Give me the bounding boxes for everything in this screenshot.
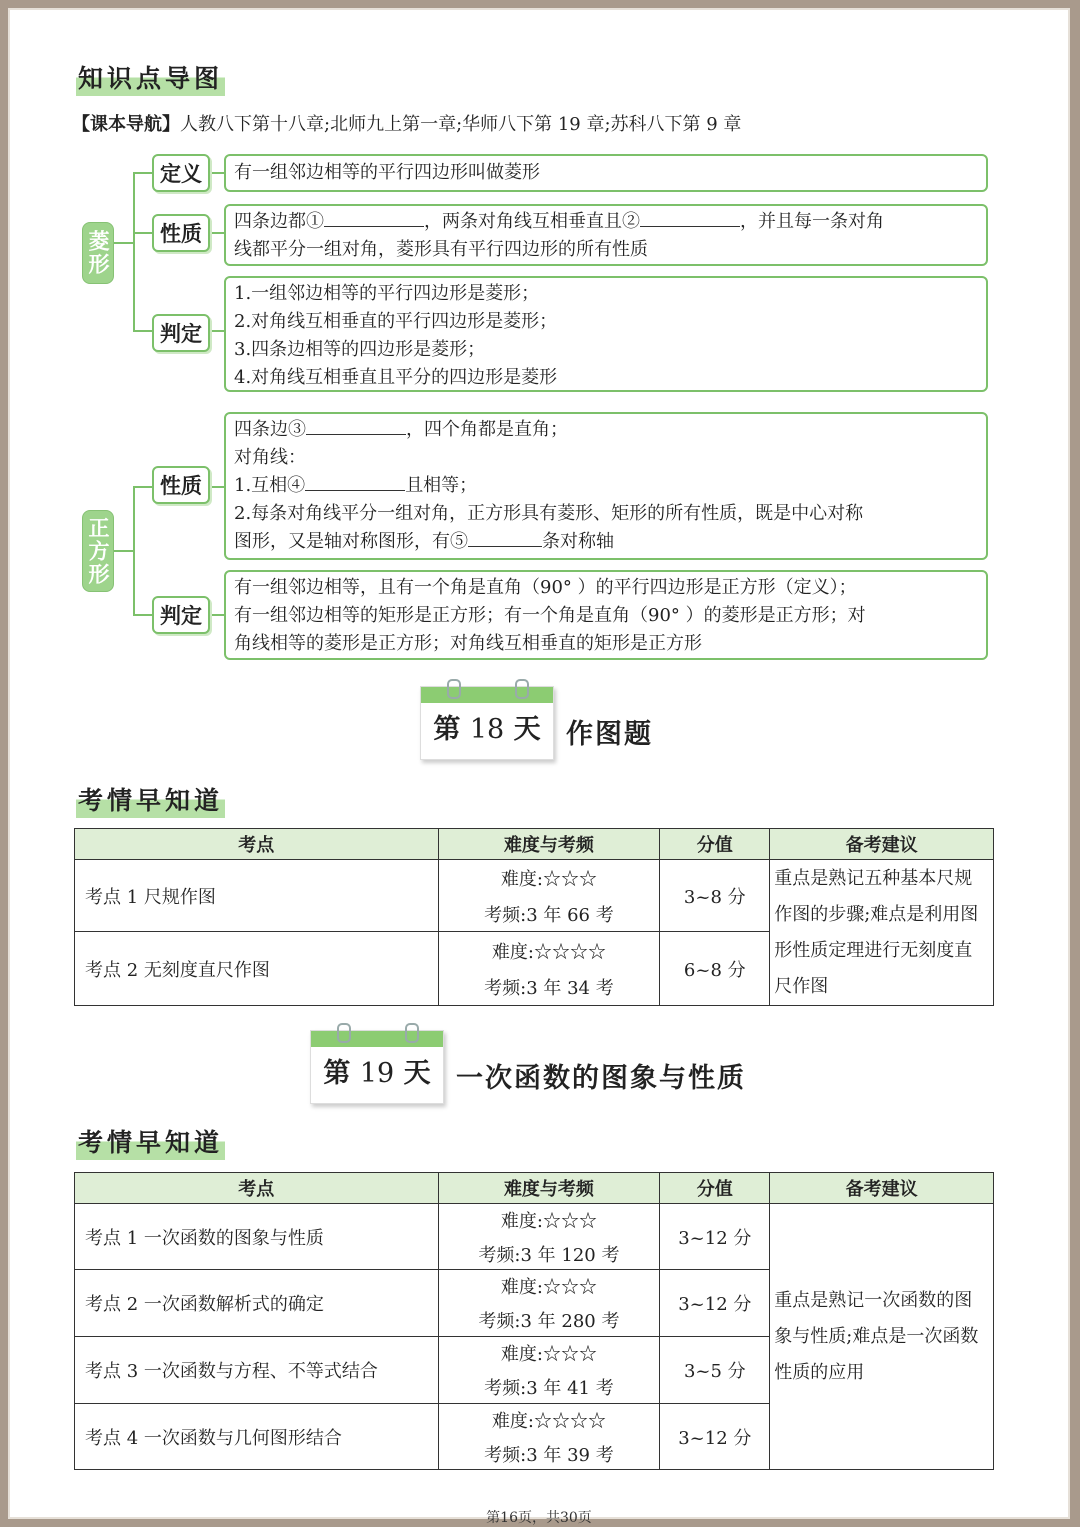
rhombus-judgement-item: 4.对角线互相垂直且平分的四边形是菱形 bbox=[234, 367, 558, 388]
table-row bbox=[75, 860, 994, 932]
square-tag: 正方形 bbox=[82, 510, 114, 592]
difficulty-cell bbox=[438, 860, 660, 932]
day19-calendar bbox=[310, 1030, 444, 1104]
frequency: 考频:3 年 34 考 bbox=[484, 977, 614, 999]
square-prop-text: 四条边③ bbox=[234, 419, 306, 440]
rhombus-property-box bbox=[224, 204, 988, 266]
rhombus-judgement-item: 3.四条边相等的四边形是菱形； bbox=[234, 339, 486, 360]
square-judgement-box bbox=[224, 570, 988, 660]
section-title-knowledge-map: 知识点导图 bbox=[76, 62, 225, 96]
blank-5[interactable] bbox=[468, 528, 542, 547]
header-cell: 备考建议 bbox=[770, 829, 994, 860]
header-cell: 考点 bbox=[75, 1173, 439, 1204]
exam-point: 考点 4 一次函数与几何图形结合 bbox=[75, 1404, 439, 1470]
rhombus-definition-tag: 定义 bbox=[152, 154, 210, 192]
difficulty: 难度:☆☆☆ bbox=[500, 1277, 597, 1298]
header-cell: 难度与考频 bbox=[438, 1173, 660, 1204]
difficulty: 难度:☆☆☆ bbox=[500, 868, 597, 890]
page-footer: 第16页，共30页 bbox=[486, 1510, 592, 1526]
difficulty: 难度:☆☆☆☆ bbox=[491, 941, 606, 963]
rhombus-definition-text: 有一组邻边相等的平行四边形叫做菱形 bbox=[234, 162, 540, 183]
day19-title: 一次函数的图象与性质 bbox=[456, 1063, 746, 1094]
square-prop-text: 1.互相④ bbox=[234, 475, 306, 496]
square-judgement-line: 角线相等的菱形是正方形；对角线互相垂直的矩形是正方形 bbox=[234, 633, 702, 654]
rhombus-judgement-item: 2.对角线互相垂直的平行四边形是菱形； bbox=[234, 311, 558, 332]
day18-table bbox=[74, 828, 994, 1006]
rhombus-property-tag: 性质 bbox=[152, 214, 210, 252]
difficulty-cell bbox=[438, 1270, 660, 1337]
square-judgement-line: 有一组邻边相等的矩形是正方形；有一个角是直角（90° ）的菱形是正方形；对 bbox=[234, 605, 866, 626]
day18-prefix: 第 bbox=[433, 714, 461, 745]
frequency: 考频:3 年 39 考 bbox=[484, 1444, 614, 1466]
table-header-row bbox=[75, 829, 994, 860]
rhombus-definition-box bbox=[224, 154, 988, 192]
rhombus-prop-text-d: 线都平分一组对角，菱形具有平行四边形的所有性质 bbox=[234, 239, 648, 260]
exam-point: 考点 1 尺规作图 bbox=[75, 860, 439, 932]
score: 3~8 分 bbox=[660, 860, 770, 932]
rhombus-tag: 菱形 bbox=[82, 222, 114, 284]
frequency: 考频:3 年 66 考 bbox=[484, 904, 614, 926]
textbook-navigation bbox=[72, 110, 741, 136]
frequency: 考频:3 年 41 考 bbox=[484, 1378, 614, 1399]
blank-3[interactable] bbox=[306, 416, 406, 435]
difficulty-cell bbox=[438, 1404, 660, 1470]
blank-4[interactable] bbox=[305, 472, 405, 491]
day19-suffix: 天 bbox=[403, 1058, 431, 1089]
day18-section-title: 考情早知道 bbox=[76, 784, 225, 818]
square-prop-text: 对角线： bbox=[234, 447, 306, 468]
day19-section-title: 考情早知道 bbox=[76, 1126, 225, 1160]
square-judgement-tag: 判定 bbox=[152, 596, 210, 634]
score: 3~5 分 bbox=[660, 1337, 770, 1404]
blank-2[interactable] bbox=[640, 208, 740, 227]
difficulty: 难度:☆☆☆ bbox=[500, 1344, 597, 1365]
header-cell: 难度与考频 bbox=[438, 829, 660, 860]
square-prop-text: 图形，又是轴对称图形，有⑤ bbox=[234, 531, 468, 552]
square-judgement-line: 有一组邻边相等，且有一个角是直角（90° ）的平行四边形是正方形（定义）； bbox=[234, 577, 857, 598]
nav-text: 人教八下第十八章;北师九上第一章;华师八下第 19 章;苏科八下第 9 章 bbox=[180, 114, 742, 135]
exam-point: 考点 2 无刻度直尺作图 bbox=[75, 932, 439, 1006]
exam-point: 考点 1 一次函数的图象与性质 bbox=[75, 1204, 439, 1270]
score: 3~12 分 bbox=[660, 1270, 770, 1337]
day19-number: 19 bbox=[359, 1058, 395, 1089]
square-prop-text: ，四个角都是直角； bbox=[406, 419, 568, 440]
square-prop-text: 条对称轴 bbox=[542, 531, 614, 552]
rhombus-judgement-box bbox=[224, 276, 988, 392]
square-prop-text: 2.每条对角线平分一组对角，正方形具有菱形、矩形的所有性质，既是中心对称 bbox=[234, 503, 864, 524]
difficulty-cell bbox=[438, 1337, 660, 1404]
score: 3~12 分 bbox=[660, 1404, 770, 1470]
square-prop-text: 且相等； bbox=[405, 475, 478, 496]
day18-suffix: 天 bbox=[513, 714, 541, 745]
difficulty-cell bbox=[438, 1204, 660, 1270]
advice: 重点是熟记一次函数的图象与性质;难点是一次函数性质的应用 bbox=[770, 1204, 994, 1470]
page bbox=[8, 8, 1070, 1526]
table-header-row bbox=[75, 1173, 994, 1204]
frequency: 考频:3 年 120 考 bbox=[478, 1244, 620, 1266]
day18-calendar bbox=[420, 686, 554, 760]
exam-point: 考点 3 一次函数与方程、不等式结合 bbox=[75, 1337, 439, 1404]
header-cell: 考点 bbox=[75, 829, 439, 860]
rhombus-prop-text-c: ，并且每一条对角 bbox=[740, 211, 884, 232]
difficulty-cell bbox=[438, 932, 660, 1006]
day19-table bbox=[74, 1172, 994, 1470]
rhombus-prop-text-a: 四条边都① bbox=[234, 211, 324, 232]
rhombus-prop-text-b: ，两条对角线互相垂直且② bbox=[424, 211, 640, 232]
day18-title: 作图题 bbox=[566, 719, 653, 750]
header-cell: 分值 bbox=[660, 1173, 770, 1204]
day18-number: 18 bbox=[469, 714, 505, 745]
score: 6~8 分 bbox=[660, 932, 770, 1006]
blank-1[interactable] bbox=[324, 208, 424, 227]
square-property-box bbox=[224, 412, 988, 560]
advice: 重点是熟记五种基本尺规作图的步骤;难点是利用图形性质定理进行无刻度直尺作图 bbox=[770, 860, 994, 1006]
difficulty: 难度:☆☆☆ bbox=[500, 1210, 597, 1232]
header-cell: 备考建议 bbox=[770, 1173, 994, 1204]
rhombus-judgement-item: 1.一组邻边相等的平行四边形是菱形； bbox=[234, 283, 540, 304]
difficulty: 难度:☆☆☆☆ bbox=[491, 1410, 606, 1432]
rhombus-judgement-tag: 判定 bbox=[152, 314, 210, 352]
header-cell: 分值 bbox=[660, 829, 770, 860]
table-row bbox=[75, 1204, 994, 1270]
square-property-tag: 性质 bbox=[152, 466, 210, 504]
score: 3~12 分 bbox=[660, 1204, 770, 1270]
exam-point: 考点 2 一次函数解析式的确定 bbox=[75, 1270, 439, 1337]
day19-prefix: 第 bbox=[323, 1058, 351, 1089]
nav-label: 【课本导航】 bbox=[72, 114, 180, 135]
frequency: 考频:3 年 280 考 bbox=[478, 1311, 620, 1332]
